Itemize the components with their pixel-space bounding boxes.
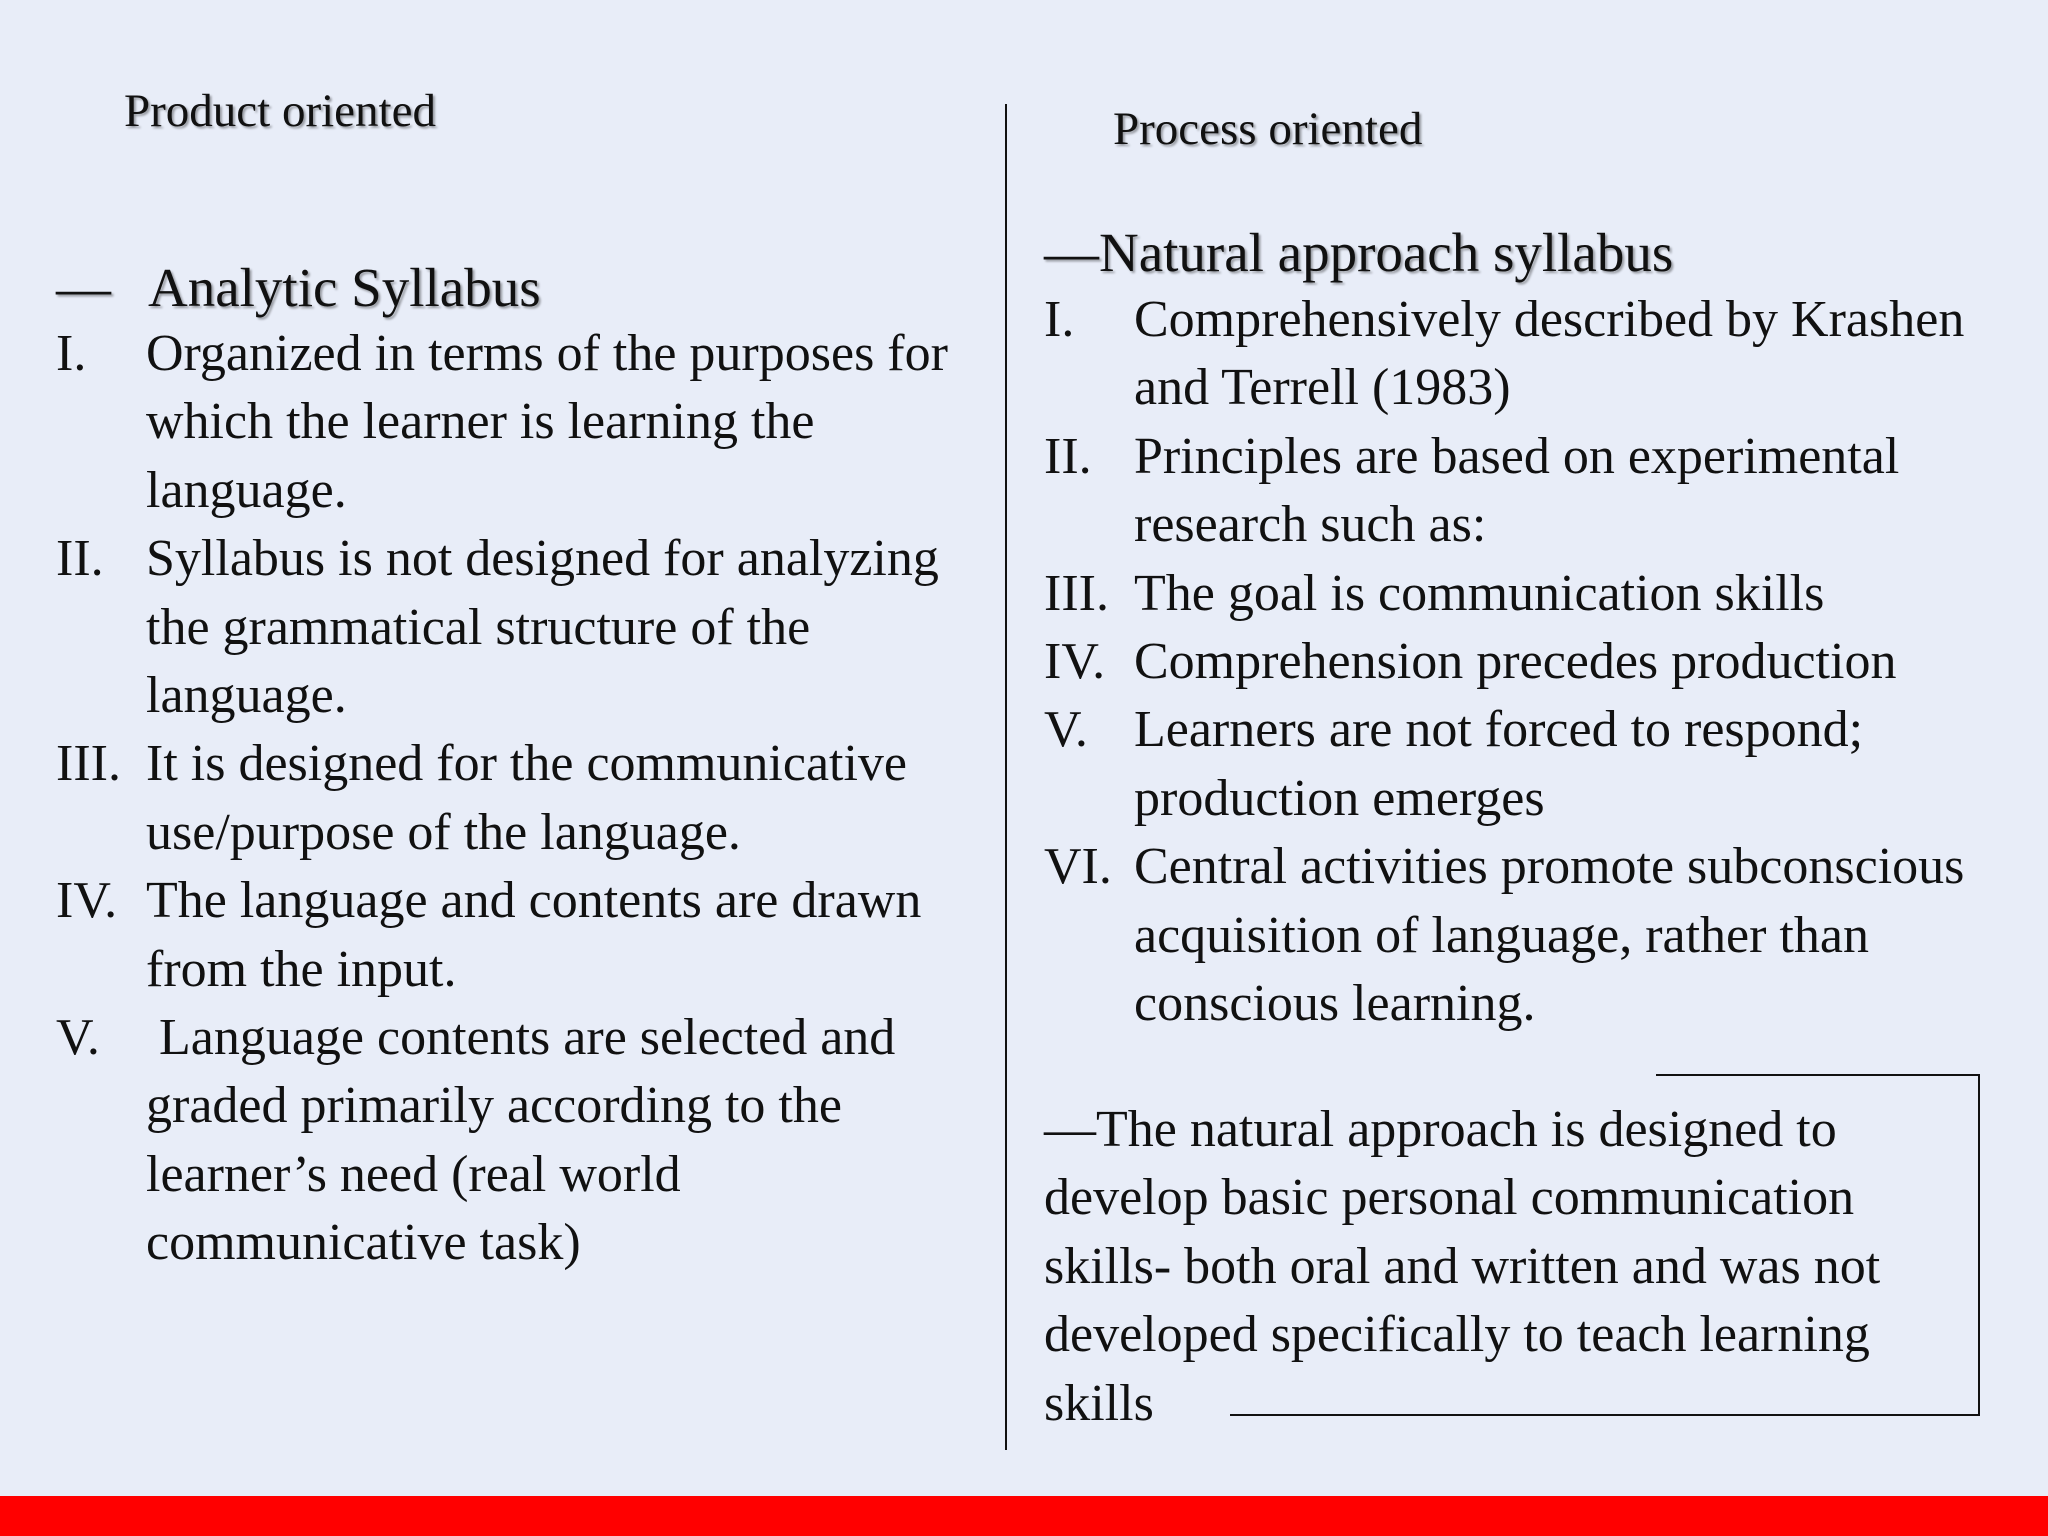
left-section-title xyxy=(56,254,541,322)
left-title-dash: — xyxy=(56,257,111,318)
list-item xyxy=(1044,560,2014,628)
right-section-title: —Natural approach syllabus xyxy=(1044,222,1674,283)
item-text: Central activities promote subconscious acquisition of language, rather than conscious learning. xyxy=(1134,838,1965,1033)
item-text: It is designed for the communicative use/purpose of the language. xyxy=(146,735,908,861)
item-number: II. xyxy=(1044,427,1092,485)
item-number: I. xyxy=(1044,291,1075,348)
item-text: Comprehension precedes production xyxy=(1134,633,1897,691)
left-column-heading: Product oriented xyxy=(124,85,436,137)
list-item xyxy=(1044,833,2014,1038)
list-item xyxy=(1044,286,2014,423)
item-number: III. xyxy=(56,735,121,793)
list-item xyxy=(1044,628,2014,696)
note-box-top-border xyxy=(1656,1074,1980,1076)
item-number: VI. xyxy=(1044,838,1112,896)
list-item xyxy=(56,1004,956,1278)
left-numbered-list xyxy=(56,320,956,1278)
item-number: III. xyxy=(1044,564,1109,622)
item-text: Comprehensively described by Krashen and Terrell (1983) xyxy=(1134,291,1965,417)
list-item xyxy=(56,525,956,730)
list-item xyxy=(1044,423,2014,560)
item-number: IV. xyxy=(56,872,118,930)
item-number: II. xyxy=(56,530,104,588)
item-text: The goal is communication skills xyxy=(1134,564,1825,622)
right-column-heading: Process oriented xyxy=(1113,103,1423,155)
item-text: The language and contents are drawn from the input. xyxy=(146,872,922,998)
item-number: IV. xyxy=(1044,633,1106,691)
natural-approach-note: —The natural approach is designed to develop basic personal communication skills- both oral and written and was not developed specifically to teach learning skills xyxy=(1044,1101,1881,1432)
column-divider xyxy=(1005,104,1007,1450)
item-text: Learners are not forced to respond; production emerges xyxy=(1134,701,1864,827)
list-item xyxy=(1044,696,2014,833)
item-number: V. xyxy=(56,1009,100,1067)
item-text: Language contents are selected and graded primarily according to the learner’s need (real world communicative task) xyxy=(146,1009,909,1272)
item-text: Organized in terms of the purposes for which the learner is learning the language. xyxy=(146,325,948,519)
item-number: I. xyxy=(56,325,87,382)
item-number: V. xyxy=(1044,701,1088,759)
list-item xyxy=(56,867,956,1004)
list-item xyxy=(56,730,956,867)
right-numbered-list xyxy=(1044,286,2014,1038)
footer-accent-bar xyxy=(0,1496,2048,1536)
left-title-text: Analytic Syllabus xyxy=(148,257,541,318)
item-text: Syllabus is not designed for analyzing the grammatical structure of the language. xyxy=(146,530,939,725)
item-text: Principles are based on experimental research such as: xyxy=(1134,427,1900,554)
list-item xyxy=(56,320,956,525)
